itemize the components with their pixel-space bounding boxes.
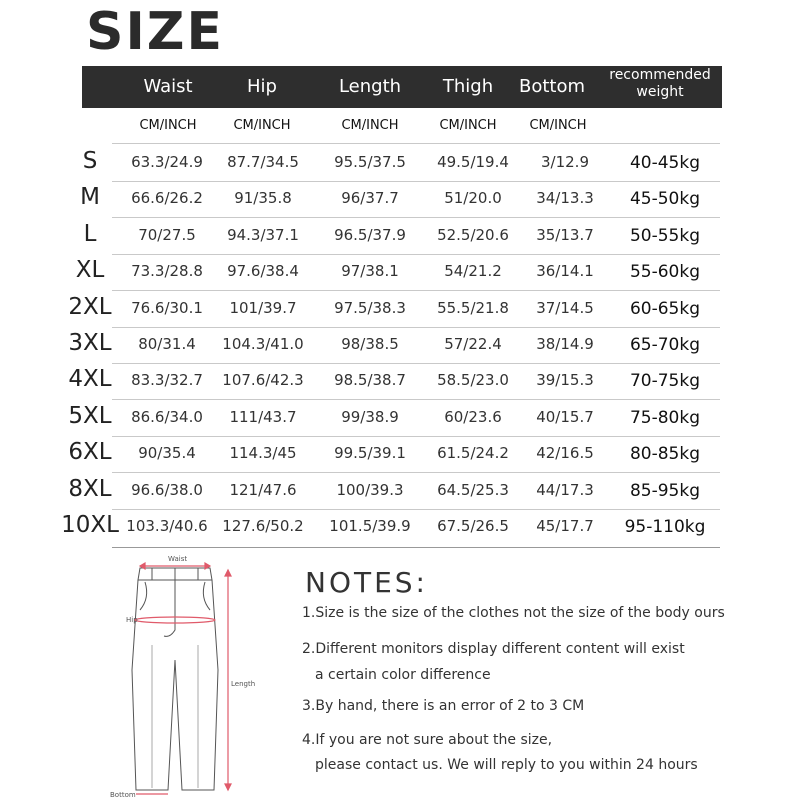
cell-thigh: 60/23.6 <box>444 407 502 426</box>
cell-weight: 65-70kg <box>629 335 701 355</box>
row-divider <box>112 290 720 291</box>
cell-weight: 70-75kg <box>629 371 701 392</box>
row-divider <box>112 436 720 437</box>
size-label: 10XL <box>61 512 119 538</box>
size-label: S <box>82 148 98 174</box>
row-divider <box>112 254 720 255</box>
cell-length: 100/39.3 <box>336 480 404 499</box>
diagram-hip-label: Hip <box>126 616 138 624</box>
cell-bottom: 38/14.9 <box>536 335 594 353</box>
size-label: 3XL <box>68 330 112 356</box>
header-hip: Hip <box>247 76 277 97</box>
cell-bottom: 44/17.3 <box>536 480 594 499</box>
size-label: 2XL <box>68 293 112 320</box>
cell-thigh: 57/22.4 <box>444 335 502 353</box>
table-bottom-border <box>112 547 720 548</box>
header-waist: Waist <box>143 76 193 97</box>
row-divider <box>112 472 720 473</box>
cell-thigh: 67.5/26.5 <box>437 517 509 535</box>
size-label: M <box>80 184 100 211</box>
header-thigh: Thigh <box>442 76 494 97</box>
note-line-3: 3.By hand, there is an error of 2 to 3 CM <box>302 698 585 714</box>
row-divider <box>112 327 720 328</box>
header-recommended-weight: recommended weight <box>609 67 711 100</box>
cell-waist: 66.6/26.2 <box>131 189 203 208</box>
cell-waist: 96.6/38.0 <box>131 480 203 499</box>
cell-weight: 40-45kg <box>629 153 701 173</box>
cell-bottom: 35/13.7 <box>536 225 594 244</box>
cell-length: 96.5/37.9 <box>334 225 406 244</box>
cell-bottom: 36/14.1 <box>536 262 594 281</box>
unit-waist: CM/INCH <box>139 118 197 133</box>
unit-thigh: CM/INCH <box>439 118 497 133</box>
row-divider <box>112 181 720 182</box>
cell-bottom: 45/17.7 <box>536 517 594 535</box>
cell-waist: 80/31.4 <box>138 335 196 353</box>
unit-length: CM/INCH <box>341 118 399 133</box>
cell-length: 95.5/37.5 <box>334 153 406 171</box>
cell-length: 99.5/39.1 <box>334 444 406 463</box>
cell-thigh: 55.5/21.8 <box>437 298 509 317</box>
row-divider <box>112 217 720 218</box>
cell-hip: 114.3/45 <box>229 444 297 463</box>
row-divider <box>112 363 720 364</box>
cell-thigh: 64.5/25.3 <box>437 480 509 499</box>
cell-hip: 107.6/42.3 <box>222 371 304 390</box>
cell-length: 99/38.9 <box>341 407 399 426</box>
cell-weight: 55-60kg <box>629 262 701 283</box>
cell-length: 97.5/38.3 <box>334 298 406 317</box>
note-line-2: 2.Different monitors display different content will exist <box>302 641 685 657</box>
cell-waist: 70/27.5 <box>138 225 196 244</box>
size-label: L <box>83 220 97 247</box>
cell-waist: 86.6/34.0 <box>131 407 203 426</box>
note-line-1: 1.Size is the size of the clothes not the size of the body ours <box>302 605 725 621</box>
row-divider <box>112 509 720 510</box>
row-divider <box>112 143 720 144</box>
cell-weight: 80-85kg <box>629 444 701 465</box>
cell-bottom: 3/12.9 <box>541 153 589 171</box>
cell-hip: 87.7/34.5 <box>227 153 299 171</box>
pants-diagram <box>100 550 270 800</box>
diagram-waist-label: Waist <box>168 555 188 563</box>
cell-weight: 50-55kg <box>629 225 701 246</box>
unit-hip: CM/INCH <box>233 118 291 133</box>
cell-length: 96/37.7 <box>341 189 399 208</box>
cell-waist: 63.3/24.9 <box>131 153 203 171</box>
cell-weight: 45-50kg <box>629 189 701 210</box>
cell-thigh: 52.5/20.6 <box>437 225 509 244</box>
cell-waist: 103.3/40.6 <box>126 517 208 535</box>
cell-bottom: 37/14.5 <box>536 298 594 317</box>
cell-length: 97/38.1 <box>341 262 399 281</box>
cell-weight: 85-95kg <box>629 480 701 501</box>
cell-hip: 104.3/41.0 <box>222 335 304 353</box>
cell-bottom: 42/16.5 <box>536 444 594 463</box>
cell-weight: 75-80kg <box>629 407 701 428</box>
cell-waist: 90/35.4 <box>138 444 196 463</box>
cell-length: 101.5/39.9 <box>329 517 411 535</box>
cell-weight: 60-65kg <box>629 298 701 319</box>
cell-hip: 94.3/37.1 <box>227 225 299 244</box>
cell-hip: 111/43.7 <box>229 407 297 426</box>
cell-thigh: 58.5/23.0 <box>437 371 509 390</box>
unit-bottom: CM/INCH <box>529 118 587 133</box>
header-length: Length <box>338 76 402 97</box>
cell-hip: 121/47.6 <box>229 480 297 499</box>
note-line-4b: please contact us. We will reply to you within 24 hours <box>315 757 698 773</box>
cell-bottom: 34/13.3 <box>536 189 594 208</box>
cell-bottom: 39/15.3 <box>536 371 594 390</box>
row-divider <box>112 399 720 400</box>
cell-thigh: 51/20.0 <box>444 189 502 208</box>
cell-bottom: 40/15.7 <box>536 407 594 426</box>
diagram-length-label: Length <box>231 680 256 688</box>
size-label: 5XL <box>68 402 112 429</box>
cell-weight: 95-110kg <box>624 517 706 537</box>
cell-waist: 76.6/30.1 <box>131 298 203 317</box>
diagram-bottom-label: Bottom <box>110 791 136 799</box>
cell-hip: 101/39.7 <box>229 298 297 317</box>
note-line-2b: a certain color difference <box>315 667 491 683</box>
header-bottom: Bottom <box>518 76 586 97</box>
cell-thigh: 54/21.2 <box>444 262 502 281</box>
note-line-4: 4.If you are not sure about the size, <box>302 732 553 748</box>
cell-waist: 83.3/32.7 <box>131 371 203 390</box>
cell-thigh: 49.5/19.4 <box>437 153 509 171</box>
cell-thigh: 61.5/24.2 <box>437 444 509 463</box>
size-label: 6XL <box>68 439 112 466</box>
size-label: XL <box>75 257 105 284</box>
cell-hip: 91/35.8 <box>234 189 292 208</box>
size-label: 8XL <box>68 475 112 502</box>
cell-length: 98.5/38.7 <box>334 371 406 390</box>
cell-length: 98/38.5 <box>341 335 399 353</box>
cell-hip: 127.6/50.2 <box>222 517 304 535</box>
notes-title: NOTES: <box>305 566 428 599</box>
size-label: 4XL <box>68 366 112 393</box>
cell-hip: 97.6/38.4 <box>227 262 299 281</box>
page-title: SIZE <box>86 2 225 62</box>
cell-waist: 73.3/28.8 <box>131 262 203 281</box>
